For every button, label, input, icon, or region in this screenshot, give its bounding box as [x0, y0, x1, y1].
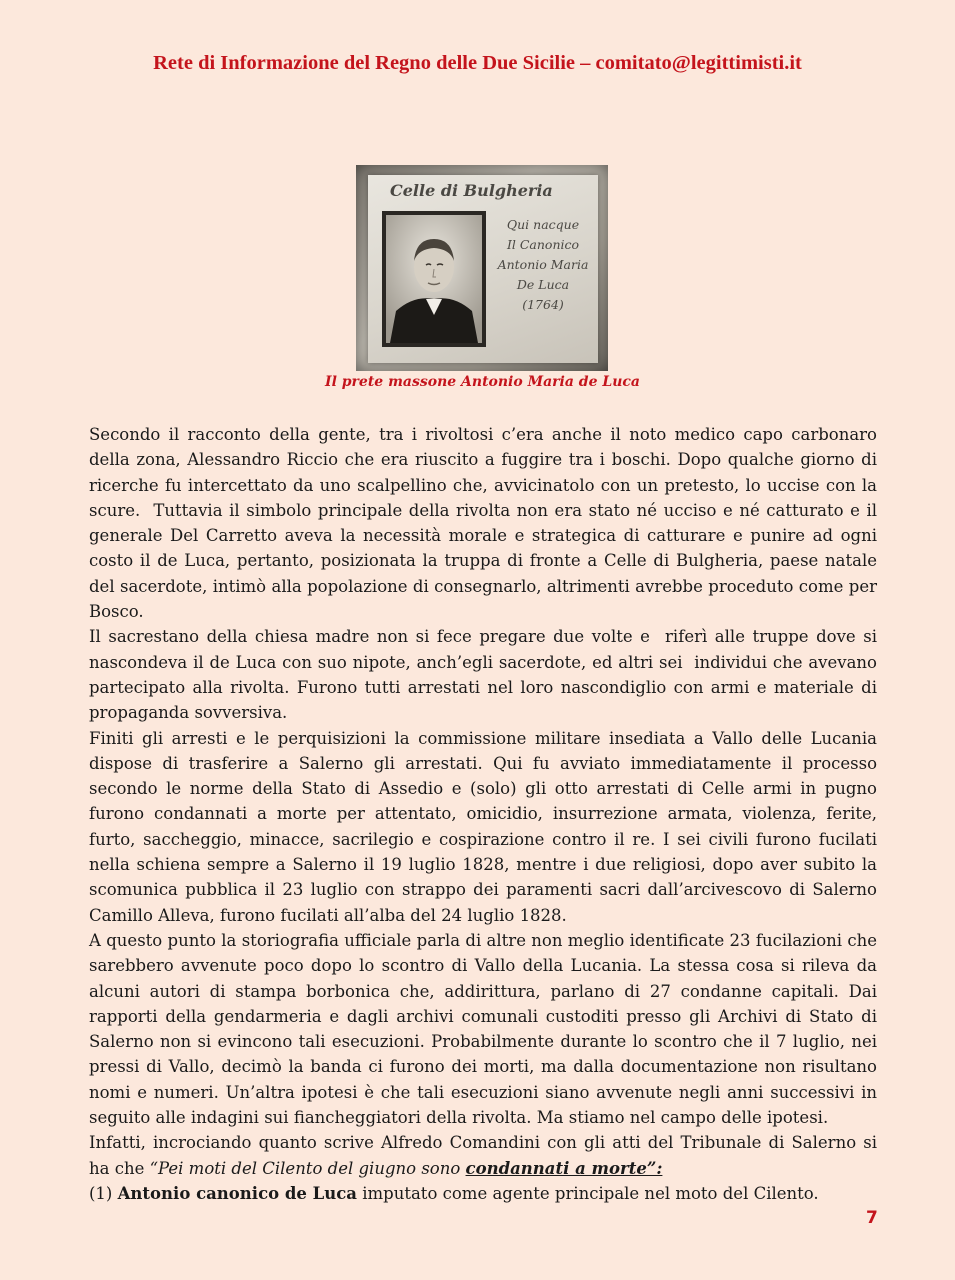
- list-item: [89, 1181, 877, 1206]
- quote-text: “Pei moti del Cilento del giugno sono: [149, 1158, 466, 1178]
- figure-caption: Il prete massone Antonio Maria de Luca: [325, 374, 640, 390]
- emphasized-text: condannati a morte”:: [465, 1158, 663, 1178]
- paragraph: Finiti gli arresti e le perquisizioni la commissione militare insediata a Vallo delle Lucania dispose di trasferire a Salerno gli arrestati. Qui fu avviato immediatamente il processo secondo le norme della Stato di Assedio e (solo) gli otto arrestati di Celle armi in pugno furono condannati a morte per attentato, omicidio, insurrezione armata, violenza, ferite, furto, saccheggio, minacce, sacrilegio e cospirazione contro il re. I sei civili furono fucilati nella schiena sempre a Salerno il 19 luglio 1828, mentre i due religiosi, dopo aver subito la scomunica pubblica il 23 luglio con strappo dei paramenti sacri dall’arcivescovo di Salerno Camillo Alleva, furono fucilati all’alba del 24 luglio 1828.: [89, 728, 877, 925]
- paragraph: Il sacrestano della chiesa madre non si fece pregare due volte e riferì alle truppe dove si nascondeva il de Luca con suo nipote, anch’egli sacerdote, ed altri sei individui che avevano partecipato alla rivolta. Furono tutti arrestati nel loro nascondiglio con armi e materiale di propaganda sovversiva.: [89, 627, 877, 723]
- portrait-illustration: [386, 215, 482, 343]
- plaque-photo: [356, 165, 608, 371]
- inscription-line: (1764): [522, 297, 564, 312]
- paragraph: A questo punto la storiografia ufficiale parla di altre non meglio identificate 23 fucilazioni che sarebbero avvenute poco dopo lo scontro di Vallo della Lucania. La stessa cosa si rileva da alcuni autori di stampa borbonica che, addirittura, parlano di 27 condanne capitali. Dai rapporti della gendarmeria e dagli archivi comunali custoditi presso gli Archivi di Stato di Salerno non si evincono tali esecuzioni. Probabilmente durante lo scontro che il 7 luglio, nei pressi di Vallo, decimò la banda ci furono dei morti, ma dalla documentazione non risultano nomi e numeri. Un’altra ipotesi è che tali esecuzioni siano avvenute negli anni successivi in seguito alle indagini sui fiancheggiatori della rivolta. Ma stiamo nel campo delle ipotesi.: [89, 930, 877, 1128]
- article-body: [89, 422, 877, 1206]
- portrait-image: [382, 211, 486, 347]
- page-header: Rete di Informazione del Regno delle Due Sicilie – comitato@legittimisti.it: [153, 52, 802, 74]
- list-item-text: imputato come agente principale nel moto del Cilento.: [356, 1183, 819, 1203]
- plaque-inscription: [488, 215, 598, 315]
- paragraph: [89, 1130, 877, 1181]
- plaque-title: Celle di Bulgheria: [390, 181, 553, 200]
- page-number: 7: [866, 1208, 878, 1228]
- inscription-line: De Luca: [516, 277, 570, 292]
- inscription-line: Qui nacque: [506, 217, 580, 232]
- list-number: (1): [89, 1183, 118, 1203]
- inscription-line: Il Canonico: [506, 237, 580, 252]
- memorial-plaque: [368, 175, 598, 363]
- person-name: Antonio canonico de Luca: [117, 1183, 357, 1203]
- inscription-line: Antonio Maria: [497, 257, 589, 272]
- paragraph: Secondo il racconto della gente, tra i rivoltosi c’era anche il noto medico capo carbonaro della zona, Alessandro Riccio che era riuscito a fuggire tra i boschi. Dopo qualche giorno di ricerche fu intercettato da uno scalpellino che, avvicinatolo con un pretesto, lo uccise con la scure. Tuttavia il simbolo principale della rivolta non era stato né ucciso e né catturato e il generale Del Carretto aveva la necessità morale e strategica di catturare e punire ad ogni costo il de Luca, pertanto, posizionata la truppa di fronte a Celle di Bulgheria, paese natale del sacerdote, intimò alla popolazione di consegnarlo, altrimenti avrebbe proceduto come per Bosco.: [89, 425, 877, 622]
- paragraph-text: Infatti, incrociando quanto scrive Alfredo Comandini con gli atti del Tribunale di Salerno si ha che: [89, 1133, 877, 1178]
